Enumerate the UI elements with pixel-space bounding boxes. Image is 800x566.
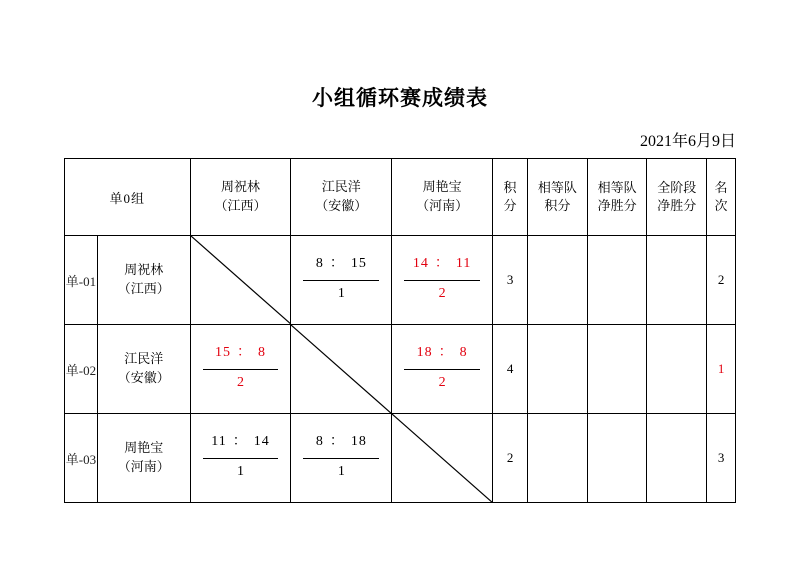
score-rule bbox=[203, 369, 279, 370]
score-cell bbox=[190, 325, 291, 414]
player-name: 江民洋 bbox=[124, 351, 164, 367]
diagonal-line-icon bbox=[191, 236, 291, 324]
player-name: 周祝林 bbox=[124, 262, 164, 278]
points-value: 2 bbox=[493, 414, 528, 503]
equal-net-wins-value bbox=[587, 236, 647, 325]
score-left: 8 bbox=[315, 256, 324, 271]
table-header-row bbox=[65, 159, 736, 236]
player-name: 周艳宝 bbox=[124, 440, 164, 456]
opponent-name: 周艳宝 bbox=[422, 179, 462, 195]
points-value: 3 bbox=[493, 236, 528, 325]
document-date: 2021年6月9日 bbox=[639, 133, 736, 150]
score-rule bbox=[303, 458, 379, 459]
page-title: 小组循环赛成绩表 bbox=[312, 86, 488, 110]
equal-points-value bbox=[528, 236, 588, 325]
score-cell bbox=[291, 236, 392, 325]
score-right: 14 bbox=[253, 434, 270, 449]
score-left: 15 bbox=[214, 345, 231, 360]
score-cell bbox=[392, 325, 493, 414]
opponent-name: 周祝林 bbox=[220, 179, 260, 195]
score-line bbox=[291, 430, 391, 450]
player-region: （安徽） bbox=[117, 370, 170, 385]
player-name-cell bbox=[97, 414, 190, 503]
score-rule bbox=[404, 369, 480, 370]
score-line bbox=[392, 341, 492, 361]
score-right: 11 bbox=[455, 256, 472, 271]
opponent-region: （江西） bbox=[214, 198, 267, 213]
stage-net-wins-header-label: 全阶段净胜分 bbox=[657, 180, 697, 213]
table-row bbox=[65, 325, 736, 414]
player-code: 单-03 bbox=[65, 414, 98, 503]
diagonal-cell bbox=[392, 414, 493, 503]
rank-value: 2 bbox=[707, 236, 736, 325]
score-left: 18 bbox=[416, 345, 433, 360]
player-region: （河南） bbox=[117, 459, 170, 474]
stage-net-wins-header bbox=[647, 159, 707, 236]
opponent-region: （安徽） bbox=[315, 198, 368, 213]
score-rule bbox=[303, 280, 379, 281]
diagonal-cell bbox=[291, 325, 392, 414]
score-rule bbox=[203, 458, 279, 459]
score-separator: ： bbox=[329, 256, 345, 271]
score-right: 18 bbox=[350, 434, 367, 449]
score-right: 15 bbox=[350, 256, 367, 271]
rank-value: 3 bbox=[707, 414, 736, 503]
score-left: 11 bbox=[211, 434, 227, 449]
equal-net-wins-value bbox=[587, 414, 647, 503]
score-separator: ： bbox=[232, 434, 248, 449]
table-row bbox=[65, 414, 736, 503]
diagonal-cell bbox=[190, 236, 291, 325]
score-right: 8 bbox=[459, 345, 468, 360]
equal-points-value bbox=[528, 325, 588, 414]
equal-points-header-label: 相等队积分 bbox=[537, 180, 577, 213]
player-name-cell bbox=[97, 325, 190, 414]
score-left: 14 bbox=[412, 256, 429, 271]
score-separator: ： bbox=[434, 256, 450, 271]
equal-points-value bbox=[528, 414, 588, 503]
player-code: 单-02 bbox=[65, 325, 98, 414]
games-won: 2 bbox=[438, 286, 446, 301]
score-right: 8 bbox=[257, 345, 266, 360]
score-line bbox=[191, 430, 291, 450]
stage-net-wins-value bbox=[647, 414, 707, 503]
score-left: 8 bbox=[315, 434, 324, 449]
score-cell bbox=[291, 414, 392, 503]
score-separator: ： bbox=[236, 345, 252, 360]
rank-header-label: 名次 bbox=[714, 180, 728, 213]
score-cell bbox=[392, 236, 493, 325]
opponent-name: 江民洋 bbox=[321, 179, 361, 195]
rank-header bbox=[707, 159, 736, 236]
score-rule bbox=[404, 280, 480, 281]
table-row bbox=[65, 236, 736, 325]
points-header bbox=[493, 159, 528, 236]
group-label-cell: 单0组 bbox=[65, 159, 191, 236]
diagonal-line-icon bbox=[392, 414, 492, 502]
equal-net-wins-value bbox=[587, 325, 647, 414]
opponent-region: （河南） bbox=[416, 198, 469, 213]
opponent-header-3 bbox=[392, 159, 493, 236]
opponent-header-1 bbox=[190, 159, 291, 236]
points-header-label: 积分 bbox=[503, 180, 517, 213]
games-won: 1 bbox=[236, 464, 244, 479]
equal-net-wins-header-label: 相等队净胜分 bbox=[597, 180, 637, 213]
rank-value: 1 bbox=[707, 325, 736, 414]
points-value: 4 bbox=[493, 325, 528, 414]
games-won: 1 bbox=[337, 286, 345, 301]
stage-net-wins-value bbox=[647, 325, 707, 414]
player-code: 单-01 bbox=[65, 236, 98, 325]
opponent-header-2 bbox=[291, 159, 392, 236]
score-line bbox=[291, 252, 391, 272]
player-region: （江西） bbox=[117, 281, 170, 296]
score-line bbox=[392, 252, 492, 272]
score-separator: ： bbox=[329, 434, 345, 449]
player-name-cell bbox=[97, 236, 190, 325]
games-won: 1 bbox=[337, 464, 345, 479]
score-separator: ： bbox=[438, 345, 454, 360]
games-won: 2 bbox=[236, 375, 244, 390]
diagonal-line-icon bbox=[291, 325, 391, 413]
games-won: 2 bbox=[438, 375, 446, 390]
equal-net-wins-header bbox=[587, 159, 647, 236]
score-cell bbox=[190, 414, 291, 503]
stage-net-wins-value bbox=[647, 236, 707, 325]
round-robin-results-table bbox=[64, 158, 736, 503]
equal-points-header bbox=[528, 159, 588, 236]
score-line bbox=[191, 341, 291, 361]
